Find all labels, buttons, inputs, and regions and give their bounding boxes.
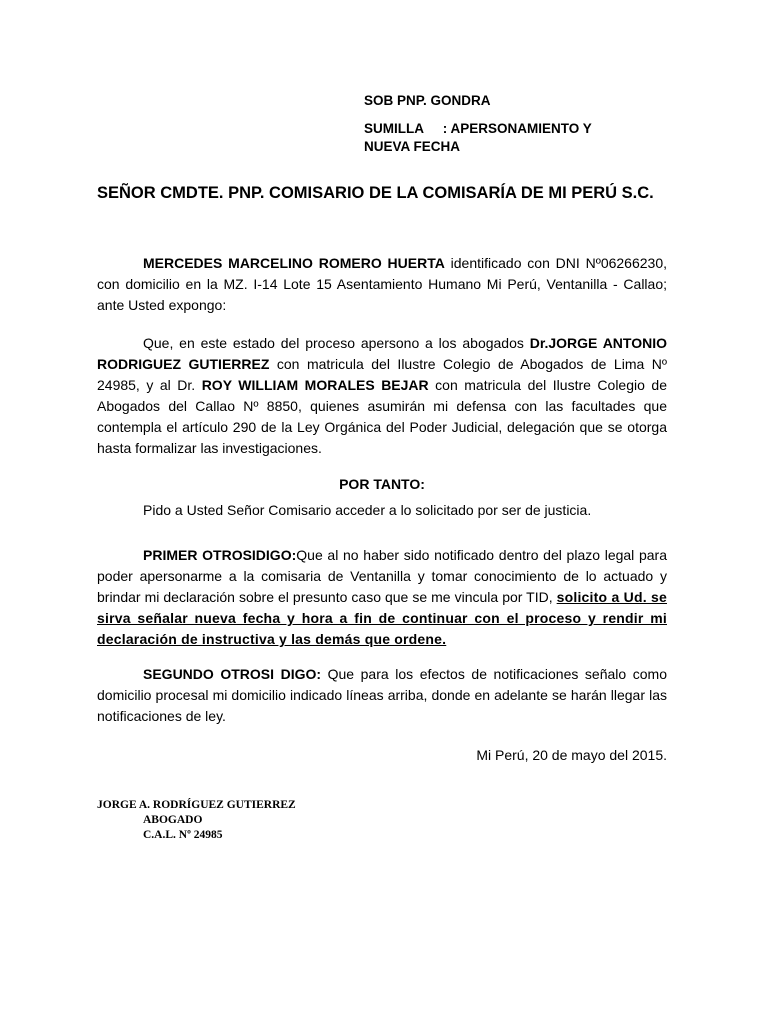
por-tanto-heading: POR TANTO:	[339, 476, 425, 492]
intro-text: identificado con DNI Nº06266230, con domicilio en la MZ. I-14 Lote 15 Asentamiento Humano Mi Perú, Ventanilla - Callao; ante Usted expongo:	[97, 255, 667, 313]
paragraph-intro	[97, 253, 667, 316]
lawyer-2-name: ROY WILLIAM MORALES BEJAR	[201, 377, 429, 393]
document-title: SEÑOR CMDTE. PNP. COMISARIO DE LA COMISARÍA DE MI PERÚ S.C.	[97, 184, 654, 202]
segundo-otrosi-text: Que para los efectos de notificaciones señalo como domicilio procesal mi domicilio indicado líneas arriba, donde en adelante se harán llegar las notificaciones de ley.	[97, 666, 667, 724]
document-header	[364, 92, 664, 156]
signature-block	[97, 798, 296, 843]
sumilla-value: : APERSONAMIENTO Y	[442, 121, 592, 136]
sumilla-value-2: NUEVA FECHA	[364, 139, 461, 154]
sumilla-label: SUMILLA	[364, 121, 424, 136]
lawyers-text-2: con matricula del Ilustre Colegio de Abogados de Lima Nº 24985, y al Dr.	[97, 356, 667, 393]
petitioner-name: MERCEDES MARCELINO ROMERO HUERTA	[143, 255, 445, 271]
primer-otrosi-text: Que al no haber sido notificado dentro del plazo legal para poder apersonarme a la comisaria de Ventanilla y tomar conocimiento de lo actuado y brindar mi declaración sobre el presunto caso que se me vincula por TID,	[97, 547, 667, 605]
paragraph-segundo-otrosi	[97, 664, 667, 727]
document-date: Mi Perú, 20 de mayo del 2015.	[476, 747, 667, 763]
signature-name: JORGE A. RODRÍGUEZ GUTIERREZ	[97, 799, 296, 811]
paragraph-lawyers	[97, 333, 667, 459]
request-text: Pido a Usted Señor Comisario acceder a lo solicitado por ser de justicia.	[143, 502, 592, 518]
signature-cal: C.A.L. Nº 24985	[143, 829, 223, 841]
signature-role: ABOGADO	[143, 814, 203, 826]
lawyer-1-name: Dr.JORGE ANTONIO RODRIGUEZ GUTIERREZ	[97, 335, 667, 372]
primer-otrosi-label: PRIMER OTROSIDIGO:	[143, 547, 297, 563]
lawyers-text-1: Que, en este estado del proceso apersono a los abogados	[143, 335, 530, 351]
segundo-otrosi-label: SEGUNDO OTROSI DIGO:	[143, 666, 322, 682]
lawyers-text-3: con matricula del Ilustre Colegio de Abogados del Callao Nº 8850, quienes asumirán mi defensa con las facultades que contempla el artículo 290 de la Ley Orgánica del Poder Judicial, delegación que se otorga hasta formalizar las investigaciones.	[97, 377, 667, 456]
paragraph-primer-otrosi	[97, 545, 667, 650]
paragraph-request	[97, 500, 667, 521]
header-line1: SOB PNP. GONDRA	[364, 93, 491, 108]
sumilla-line	[364, 120, 664, 138]
primer-otrosi-underlined: solicito a Ud. se sirva señalar nueva fecha y hora a fin de continuar con el proceso y rendir mi declaración de instructiva y las demás que ordene.	[97, 589, 667, 647]
